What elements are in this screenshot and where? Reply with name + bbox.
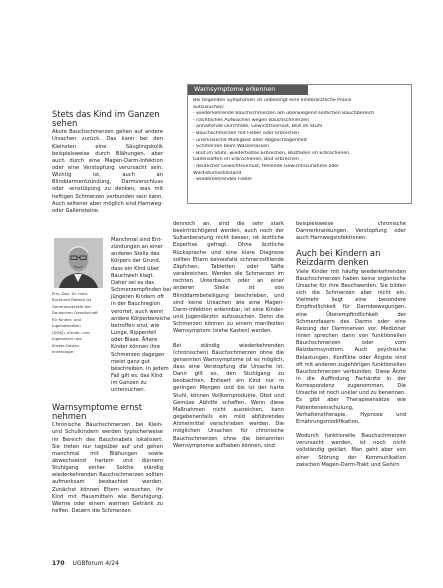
box-line: - wiederkehrendes Fieber [193,177,253,183]
caption-line: Burkhard Rodeck ist [52,297,92,303]
caption-line: für Kinder- und [52,316,82,322]
box-title: Warnsymptome erkennen [188,85,308,95]
text-line: Schmerzempfinden bei [111,287,171,294]
box-line: aufzusuchen: [193,104,225,110]
caption-line: Kinder-Gastro- [52,342,81,348]
text-line: betroffen sind, wie [111,322,160,329]
box-line: - Bauchschmerzen mit Fieber oder Erbrechen [193,130,300,136]
text-line: Lunge, Rippenfell [111,330,157,337]
column-left-top [52,110,163,215]
section-heading-reizdarm: Auch bei Kindern an Reizdarm denken [296,248,381,268]
author-photo-icon [54,238,103,288]
box-line: - Schmerzen beim Wasserlassen [193,144,269,150]
text-line: jüngeren Kindern oft [111,294,165,301]
paragraph-akute-bauchschmerzen: Akute Bauchschmerzen gehen auf andere Ursachen zurück. Das kann bei den Kleinsten eine Säuglingskolik beispielsweise durch Blähungen, aber auch durch eine Magen-Darm-Infektion oder eine Verstopfung verursacht sein. Wichtig ist, auch an Blinddarmentzündung, Darmverschluss oder -einstülpung zu denken, was mit heftigen Schmerzen verbunden sein kann. Auch seltener aber möglich sind Harnweg- oder Gallensteine. [52,129,163,214]
box-line: - wiederkehrende Bauchschmerzen am überwiegend seitlichen Bauchbereich [193,111,375,117]
text-line: andere Körperbereiche [111,315,171,322]
caption-line: Jugendmedizin [52,323,81,329]
page-footer [52,560,119,567]
paragraph-dennoch: dennoch an, sind die sehr stark beeinträchtigend werden, auch noch der Sultanberatung nicht besser, ist ärztliche Expertise gefragt. Ohne ärztliche Rücksprache und eine klare Diagnose sollten Eltern keinesfalls schmerzstillende Zäpfchen, Tabletten oder Säfte verabreichen. Werden die Schmerzen im rechten Unterbauch oder an einer anderen Stelle ist von Blinddarmbeteiligung beschrieben, und sind keine Ursachen wie eine Magen-Darm-Infektion erkennbar, ist eine Kinder- und Jugendärztin aufzusuchen. Denn die Schmerzen können zu einem manifesten Warnsymptom (siehe Kasten) werden. [173,221,284,335]
text-line: verortet, auch wenn [111,308,164,315]
box-line: Gallensäften im Erbrochenen, Blut erbrechen [193,157,299,163]
paragraph-wodurch: Wodurch funktionelle Bauchschmerzen verursacht werden, ist noch nicht vollständig geklärt. Man geht aber von einer Störung der Kommunikation zwischen Magen-Darm-Trakt und Gehirn [296,433,406,468]
caption-line: enterologe. [52,349,75,355]
text-line: anderen Stelle des [111,251,160,258]
section-heading-warnsymptome: Warnsymptome ernst nehmen [52,402,143,421]
text-line: beschreiben. In jedem [111,365,169,372]
text-line: im Ganzen zu [111,380,147,387]
box-line: - anhaltende Durchfälle, Gewichtsverlust, Blut im Stuhl [193,124,322,130]
paragraph-funktionelle-bauchschmerzen: Viele Kinder mit häufig wiederkehrenden Bauchschmerzen haben keine organische Ursache für ihre Beschwerden. Sie bilden sich die Schmerzen aber nicht ein. Vielmehr liegt eine besondere Empfindlichkeit für Darmbewegungen, eine Überempfindlichkeit der Schmerzfasern des Darms oder eine Reizung der Darmnerven vor. Mediziner innen sprechen dann von funktionellen Bauchschmerzen oder vom Reizdarmsyndrom. Auch psychische Belastungen, Konflikte oder Ängste sind oft mit anderen zugehörigen funktionellen Bauchschmerzen verbunden. Diese Ärzte in die Auffindung Fachärzte in der Korrespondenz zugenommen. Die Ursache ist noch unklar und zu benennen. Es gibt aber Therapieansätze wie Patienteneinschulung, Verhaltenstherapie, Hypnose und Ernährungsmodifikation. [296,268,406,425]
box-line: - deutlicher Gewichtsverlust, fehlende Gewichtszunahme oder [193,163,340,169]
text-line: dass ein Kind über [111,265,160,272]
text-line: oder Blase. Ältere [111,337,158,344]
text-line: Bauchweh klagt. [111,272,155,279]
text-line: meist ganz gut [111,358,150,365]
caption-line: Priv.-Doz. Dr. med. [52,291,89,296]
column-middle [173,221,284,450]
caption-line: Generalsekretär der [52,303,92,309]
author-caption [52,291,106,356]
box-line: Wachstumsstillstand [193,170,242,176]
box-line: - nächtliches Aufwachen wegen Bauchschmerzen [193,117,310,123]
text-line: Manchmal sind Ent- [111,237,163,243]
author-portrait [54,238,103,288]
box-line: - Blut im Stuhl, wiederholtes Erbrechen, Blutfäden im Erbrochenen, [193,150,351,156]
text-line: untersuchen. [111,387,146,394]
box-line: Bei folgenden Symptomen ist unbedingt eine kinderärztliche Praxis [193,98,352,103]
caption-line: (DGKJ), Kinder- und [52,329,90,335]
text-line: zündungen an einer [111,244,163,251]
paragraph-chronische-ursachen: Bei ständig wiederkehrenden (chronischen) Bauchschmerzen ohne die genannten Warnsymptome ist es möglich, dass eine Verstopfung die Ursache ist. Dann gilt es, den Stuhlgang zu beobachten. Entleert ein Kind nur in geringen Mengen und bis ist der harte Stuhl, können Vollkornprodukte, Obst und Gemüse Abhilfe schaffen. Wenn diese Maßnahmen nicht ausreichen, kann gegebenenfalls ein mild abführendes Arzneimittel verschrieben werden. Die möglichen Ursachen für chronische Bauchschmerzen ohne die benannten Warnsymptome aufheben können, sind [173,342,284,449]
paragraph-beispielsweise: beispielsweise chronische Darmerkrankungen, Verstopfung oder auch Harnwegsinfektionen. [296,221,406,242]
column-right [296,221,406,469]
column-left-bottom [52,403,163,515]
journal-issue: UGBforum 4/24 [72,560,119,567]
caption-line: Deutschen Gesellschaft [52,310,98,316]
page-number: 170 [52,560,65,567]
paragraph-chronische-bauchschmerzen: Chronische Bauchschmerzen bei Klein- und Schulkindern werden typischerweise im Bereich des Bauchnabels lokalisiert. Sie treten nur tagsüber auf und gehen manchmal mit Blähungen sowie abwechselnd hartem und dünnem Stuhlgang einher. Solche ständig wiederkehrenden Bauchschmerzen sollten aufmerksam beobachtet werden. Zunächst können Eltern versuchen, ihr Kind mit Hausmitteln wie Beruhigung, Wärme oder einem warmen Getränk zu helfen. Dauern die Schmerzen [52,422,163,515]
text-line: Körpers der Grund, [111,258,161,265]
text-line: Fall gilt es, das Kind [111,372,163,379]
text-line: Schmerzen dagegen [111,351,165,358]
caption-line: Jugendarzt und [52,336,82,342]
text-line: in der Bauchregion [111,301,161,308]
section-heading-kind-im-ganzen: Stets das Kind im Ganzen sehen [52,109,160,128]
text-line: Daher sei es das [111,279,155,286]
warnsymptome-box [187,84,412,204]
text-line: Kinder können ihre [111,344,161,351]
box-body [193,98,407,184]
box-line: - unerklärliche Müdigkeit oder Abgeschlagenheit [193,137,307,143]
paragraph-entzuendungen [111,237,171,394]
